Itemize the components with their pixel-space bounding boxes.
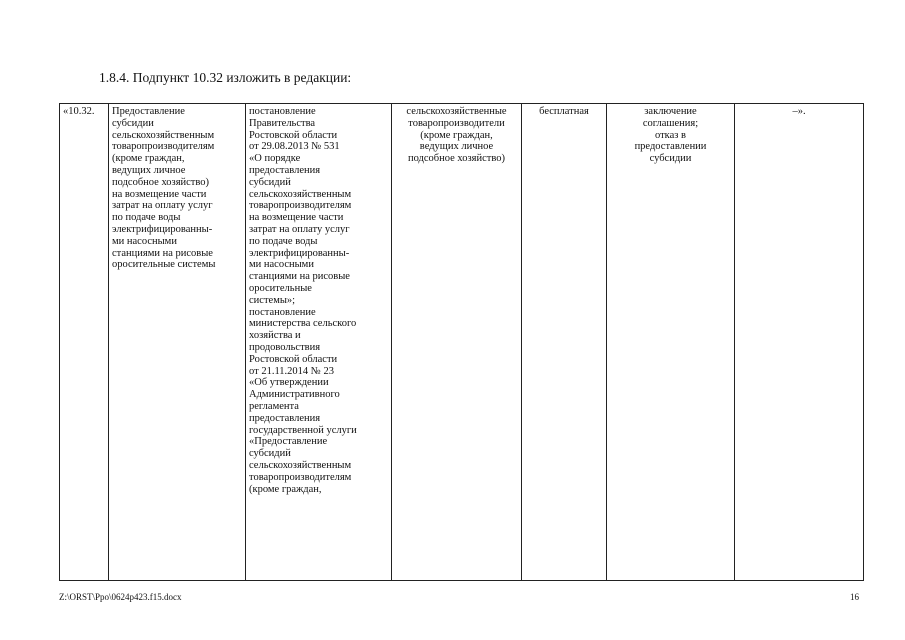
cell-line: субсидии (112, 117, 154, 129)
cell-line: предоставления (249, 412, 321, 424)
cell-line: (кроме граждан, (249, 483, 322, 495)
cell-line: хозяйства и (249, 330, 301, 342)
cell-service-name (109, 104, 246, 581)
cell-line: –». (792, 106, 806, 117)
cell-line: государственной услуги (249, 424, 357, 436)
cell-line: отказ в (654, 129, 687, 141)
cell-line: сельскохозяйственным (249, 459, 352, 471)
cell-line: бесплатная (539, 106, 589, 117)
amendment-heading: 1.8.4. Подпункт 10.32 изложить в редакции: (99, 70, 352, 85)
cell-line: (кроме граждан, (420, 129, 493, 141)
cell-line: заключение (644, 106, 697, 117)
table-row (60, 104, 864, 581)
cell-line: по подаче воды (112, 212, 181, 224)
cell-line: товаропроизводителям (112, 141, 215, 153)
cell-line: предоставлении (634, 141, 707, 153)
cell-line: постановление (249, 306, 316, 318)
cell-line: предоставления (249, 164, 321, 176)
cell-line: субсидии (649, 153, 692, 165)
cell-line: соглашения; (642, 117, 699, 129)
cell-line: Правительства (249, 117, 316, 129)
cell-line: ведущих личное (419, 141, 494, 153)
cell-fee (522, 104, 607, 581)
footer-file-path: Z:\ORST\Ppo\0624p423.f15.docx (59, 592, 182, 602)
cell-line: «О порядке (249, 153, 301, 165)
cell-line: товаропроизводителям (249, 200, 352, 212)
cell-line: на возмещение части (249, 212, 344, 224)
cell-line: «10.32. (63, 106, 95, 117)
cell-line: Ростовской области (249, 129, 338, 141)
cell-line: товаропроизводителям (249, 471, 352, 483)
cell-line: товаропроизводители (408, 117, 505, 129)
cell-line: электрифицированны- (249, 247, 350, 259)
cell-line: «Об утверждении (249, 377, 329, 389)
cell-line: оросительные системы (112, 259, 216, 271)
cell-line: системы»; (249, 294, 296, 306)
cell-line: ведущих личное (112, 164, 186, 176)
cell-line: подсобное хозяйство) (407, 153, 506, 165)
cell-line: продовольствия (249, 341, 321, 353)
cell-line: подсобное хозяйство) (112, 176, 210, 188)
cell-line: от 29.08.2013 № 531 (249, 141, 340, 153)
cell-line: «Предоставление (249, 436, 328, 448)
cell-line: постановление (249, 106, 316, 117)
cell-line: регламента (249, 400, 299, 412)
cell-line: субсидий (249, 448, 291, 460)
cell-line: на возмещение части (112, 188, 207, 200)
cell-line: сельскохозяйственные (406, 106, 507, 117)
subsidy-table (59, 103, 864, 581)
cell-result (607, 104, 735, 581)
cell-line: затрат на оплату услуг (249, 223, 350, 235)
cell-line: Ростовской области (249, 353, 338, 365)
cell-line: сельскохозяйственным (249, 188, 352, 200)
cell-line: по подаче воды (249, 235, 318, 247)
cell-line: оросительные (249, 282, 312, 294)
cell-line: Предоставление (112, 106, 185, 117)
cell-line: сельскохозяйственным (112, 129, 215, 141)
cell-line: (кроме граждан, (112, 153, 185, 165)
cell-line: затрат на оплату услуг (112, 200, 213, 212)
cell-closing (735, 104, 864, 581)
footer-page-number: 16 (850, 592, 859, 602)
cell-item-number (60, 104, 109, 581)
cell-line: электрифицированны- (112, 223, 213, 235)
cell-line: ми насосными (249, 259, 314, 271)
cell-line: субсидий (249, 176, 291, 188)
cell-line: министерства сельского (249, 318, 357, 330)
cell-recipients (392, 104, 522, 581)
cell-line: Административного (249, 389, 340, 401)
cell-line: станциями на рисовые (112, 247, 213, 259)
cell-line: от 21.11.2014 № 23 (249, 365, 334, 377)
cell-legal-basis (246, 104, 392, 581)
cell-line: ми насосными (112, 235, 177, 247)
cell-line: станциями на рисовые (249, 271, 350, 283)
